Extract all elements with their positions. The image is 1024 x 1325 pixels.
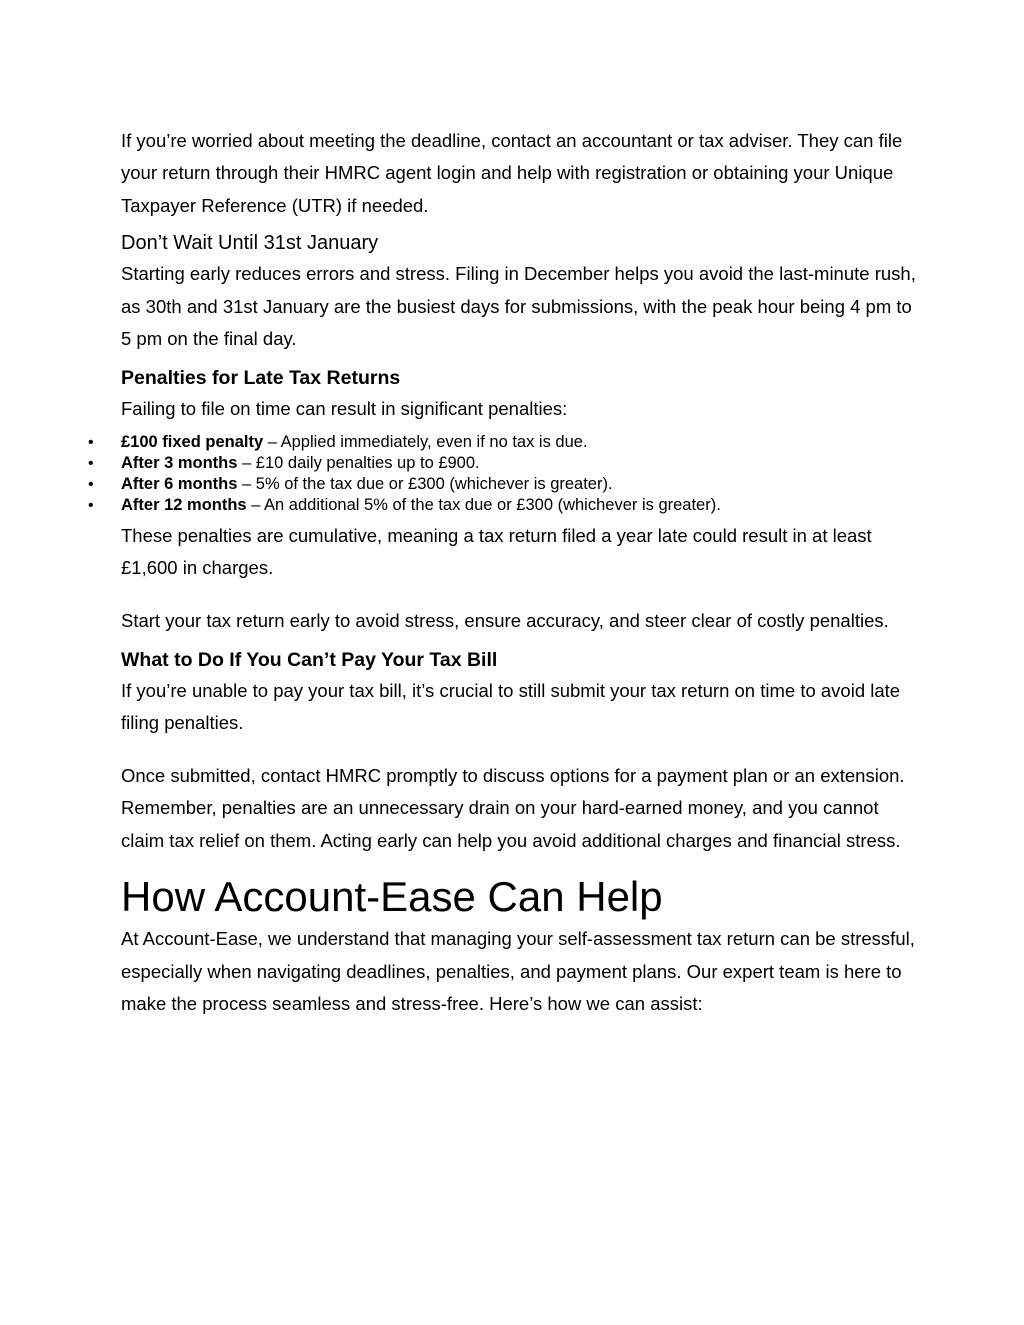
- intro-paragraph: If you’re worried about meeting the deadline, contact an accountant or tax adviser. They can file your return through their HMRC agent login and help with registration or obtaining your Unique Taxpayer Reference (UTR) if needed.: [121, 130, 903, 216]
- cant-pay-paragraph-1: If you’re unable to pay your tax bill, it’s crucial to still submit your tax return on time to avoid late filing penalties.: [121, 680, 901, 734]
- bullet-icon: •: [88, 433, 94, 451]
- penalty-desc: – An additional 5% of the tax due or £300 (whichever is greater).: [246, 495, 721, 514]
- penalty-term: After 12 months: [121, 495, 247, 514]
- bullet-icon: •: [88, 475, 94, 493]
- list-item: [88, 453, 921, 474]
- help-heading: How Account-Ease Can Help: [121, 873, 663, 921]
- penalty-term: After 6 months: [121, 474, 238, 493]
- cant-pay-heading: What to Do If You Can’t Pay Your Tax Bill: [121, 649, 498, 672]
- penalty-desc: – 5% of the tax due or £300 (whichever is greater).: [237, 474, 613, 493]
- dont-wait-heading: Don’t Wait Until 31st January: [121, 232, 379, 255]
- penalty-desc: – Applied immediately, even if no tax is due.: [263, 432, 588, 451]
- penalties-heading: Penalties for Late Tax Returns: [121, 367, 401, 390]
- list-item: [88, 495, 921, 516]
- penalty-term: £100 fixed penalty: [121, 432, 264, 451]
- document-page: [88, 125, 921, 1020]
- penalties-intro: Failing to file on time can result in significant penalties:: [121, 398, 568, 420]
- list-item: [88, 432, 921, 453]
- penalties-cumulative: These penalties are cumulative, meaning a tax return filed a year late could result in at least £1,600 in charges.: [121, 524, 872, 579]
- penalties-list: [88, 432, 921, 516]
- help-paragraph: At Account-Ease, we understand that managing your self-assessment tax return can be stressful, especially when navigating deadlines, penalties, and payment plans. Our expert team is here to make the process seamless and stress-free. Here’s how we can assist:: [121, 928, 915, 1014]
- bullet-icon: •: [88, 454, 94, 472]
- dont-wait-paragraph: Starting early reduces errors and stress. Filing in December helps you avoid the last-minute rush, as 30th and 31st January are the busiest days for submissions, with the peak hour being 4 pm to 5 pm on the final day.: [121, 263, 916, 350]
- bullet-icon: •: [88, 496, 94, 514]
- list-item: [88, 474, 921, 495]
- penalty-desc: – £10 daily penalties up to £900.: [237, 453, 480, 472]
- cant-pay-paragraph-2: Once submitted, contact HMRC promptly to discuss options for a payment plan or an extension. Remember, penalties are an unnecessary drain on your hard-earned money, and you cannot claim tax relief on them. Acting early can help you avoid additional charges and financial stress.: [121, 764, 905, 851]
- penalty-term: After 3 months: [121, 453, 238, 472]
- penalties-advice: Start your tax return early to avoid stress, ensure accuracy, and steer clear of costly penalties.: [121, 609, 889, 631]
